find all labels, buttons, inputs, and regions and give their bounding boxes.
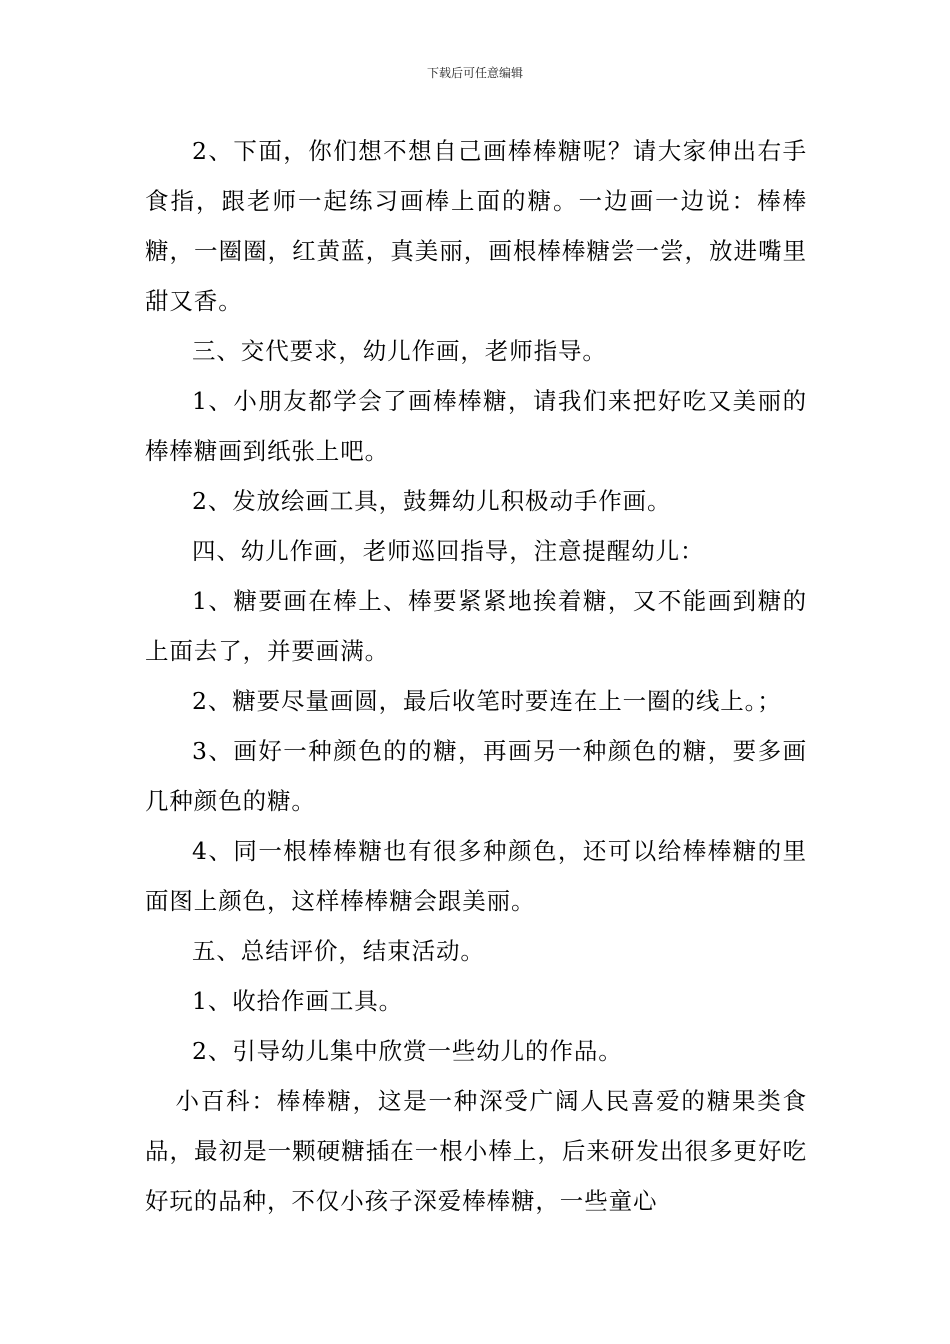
paragraph-1: 2、下面，你们想不想自己画棒棒糖呢？请大家伸出右手食指，跟老师一起练习画棒上面的糖。一边画一边说：棒棒糖，一圈圈，红黄蓝，真美丽，画根棒棒糖尝一尝，放进嘴里甜又香。 — [145, 137, 807, 315]
paragraph-2: 三、交代要求，幼儿作画，老师指导。 — [192, 337, 607, 365]
paragraph-6: 1、糖要画在棒上、棒要紧紧地挨着糖，又不能画到糖的上面去了，并要画满。 — [145, 587, 807, 665]
paragraph-13: 小百科：棒棒糖，这是一种深受广阔人民喜爱的糖果类食品，最初是一颗硬糖插在一根小棒上，后来研发出很多更好吃好玩的品种，不仅小孩子深爱棒棒糖，一些童心 — [145, 1087, 807, 1215]
paragraph-3: 1、小朋友都学会了画棒棒糖，请我们来把好吃又美丽的棒棒糖画到纸张上吧。 — [145, 387, 807, 465]
paragraph-8: 3、画好一种颜色的的糖，再画另一种颜色的糖，要多画几种颜色的糖。 — [145, 737, 807, 815]
paragraph-12: 2、引导幼儿集中欣赏一些幼儿的作品。 — [192, 1037, 623, 1065]
paragraph-7: 2、糖要尽量画圆，最后收笔时要连在上一圈的线上。； — [192, 687, 782, 715]
paragraph-10: 五、总结评价，结束活动。 — [192, 937, 485, 965]
page-header: 下载后可任意编辑 — [426, 66, 523, 80]
paragraph-9: 4、同一根棒棒糖也有很多种颜色，还可以给棒棒糖的里面图上颜色，这样棒棒糖会跟美丽。 — [145, 837, 807, 915]
document-body — [145, 126, 807, 1226]
paragraph-4: 2、发放绘画工具，鼓舞幼儿积极动手作画。 — [192, 487, 672, 515]
paragraph-5: 四、幼儿作画，老师巡回指导，注意提醒幼儿： — [192, 537, 705, 565]
paragraph-11: 1、收拾作画工具。 — [192, 987, 404, 1015]
